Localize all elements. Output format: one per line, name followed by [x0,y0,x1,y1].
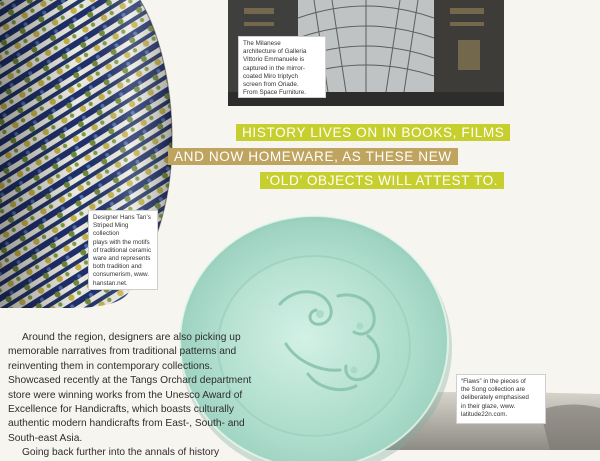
body-paragraph-2: Going back further into the annals of history [22,447,220,459]
headline-line-2: AND NOW HOMEWARE, AS THESE NEW [168,148,458,165]
headline-line-3: ‘OLD’ OBJECTS WILL ATTEST TO. [260,172,504,189]
plate-caption: “Flaws” in the pieces of the Song collection are deliberately emphasised in their glaze, www. latitude22n.com. [456,374,546,424]
body-paragraph-1: Around the region, designers are also picking up memorable narratives from traditional patterns and reinventing them in contemporary collections. Showcased recently at the Tangs Orchard department store were winning works from the Unesco Award of Excellence for Handicrafts, which boasts culturally authentic modern handicrafts from East-, South- and South-east Asia. [8,332,252,444]
vase-caption: Designer Hans Tan’s Striped Ming collection plays with the motifs of traditional ceramic ware and represents both tradition and consumerism, www. hanstan.net. [88,210,158,290]
article-body [8,331,254,461]
gallery-caption: The Milanese architecture of Galleria Vittorio Emmanuele is captured in the mirror- coated Miro triptych screen from Oriade. From Space Furniture. [238,36,326,98]
headline-line-1: HISTORY LIVES ON IN BOOKS, FILMS [236,124,510,141]
